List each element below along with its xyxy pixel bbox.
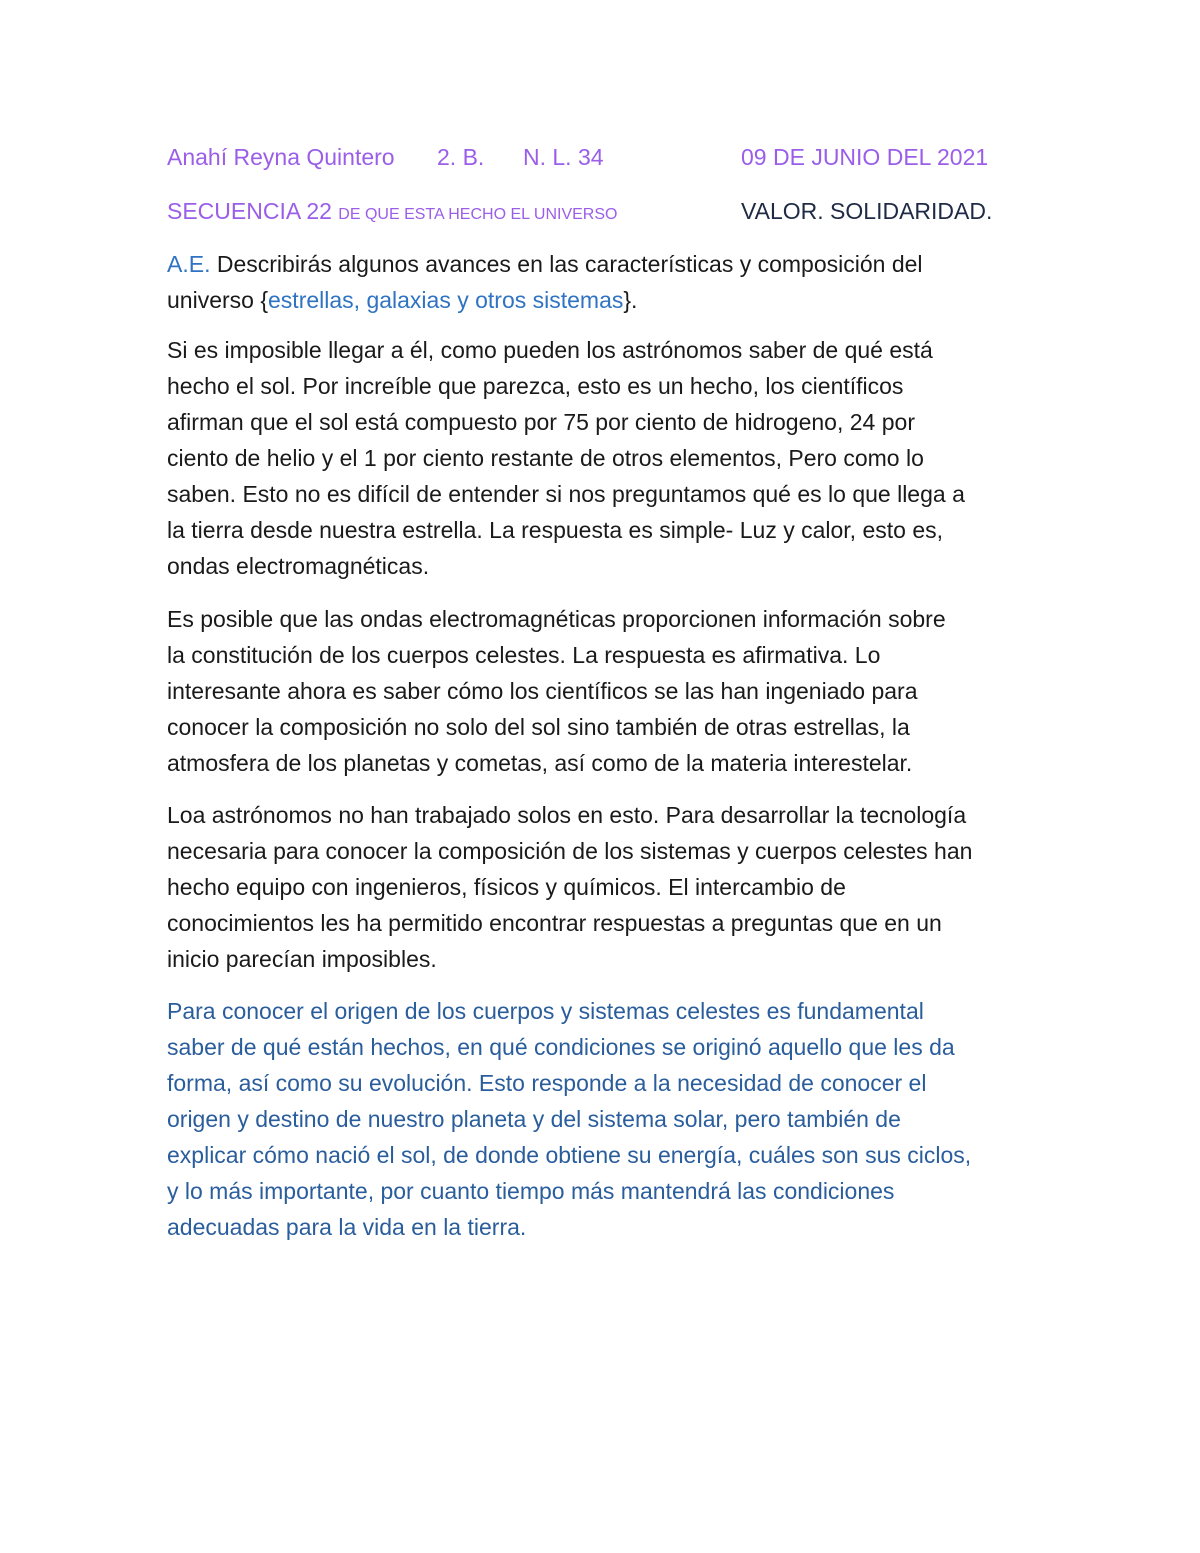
expected-learning <box>167 246 1047 318</box>
student-name: Anahí Reyna Quintero <box>167 144 395 170</box>
paragraph-line: conocimientos les ha permitido encontrar respuestas a preguntas que en un <box>167 910 942 936</box>
paragraph-line: explicar cómo nació el sol, de donde obtiene su energía, cuáles son sus ciclos, <box>167 1142 972 1168</box>
sequence-title: DE QUE ESTA HECHO EL UNIVERSO <box>338 206 618 223</box>
paragraph-2 <box>167 601 1047 781</box>
paragraph-4 <box>167 993 1047 1245</box>
paragraph-1 <box>167 332 1047 584</box>
paragraph-line: ondas electromagnéticas. <box>167 553 430 579</box>
paragraph-line: conocer la composición no solo del sol sino también de otras estrellas, la <box>167 714 910 740</box>
paragraph-line: adecuadas para la vida en la tierra. <box>167 1214 527 1240</box>
paragraph-line: hecho el sol. Por increíble que parezca, esto es un hecho, los científicos <box>167 373 904 399</box>
expected-learning-highlight: estrellas, galaxias y otros sistemas <box>268 287 624 313</box>
paragraph-line: atmosfera de los planetas y cometas, así como de la materia interestelar. <box>167 750 913 776</box>
expected-learning-line-1: A.E. Describirás algunos avances en las características y composición del <box>167 251 923 277</box>
sequence-heading <box>167 196 617 230</box>
list-number: N. L. 34 <box>523 144 604 170</box>
paragraph-line: inicio parecían imposibles. <box>167 946 437 972</box>
paragraph-line: Si es imposible llegar a él, como pueden los astrónomos saber de qué está <box>167 337 933 363</box>
expected-learning-line-2: universo {estrellas, galaxias y otros sistemas}. <box>167 287 638 313</box>
paragraph-3 <box>167 797 1047 977</box>
paragraph-line: necesaria para conocer la composición de los sistemas y cuerpos celestes han <box>167 838 973 864</box>
value-label: VALOR. SOLIDARIDAD. <box>741 198 993 224</box>
paragraph-line: afirman que el sol está compuesto por 75 por ciento de hidrogeno, 24 por <box>167 409 915 435</box>
paragraph-line: la tierra desde nuestra estrella. La respuesta es simple- Luz y calor, esto es, <box>167 517 944 543</box>
paragraph-line: saber de qué están hechos, en qué condiciones se originó aquello que les da <box>167 1034 955 1060</box>
paragraph-line: Loa astrónomos no han trabajado solos en esto. Para desarrollar la tecnología <box>167 802 967 828</box>
paragraph-line: interesante ahora es saber cómo los científicos se las han ingeniado para <box>167 678 918 704</box>
expected-learning-label: A.E. <box>167 251 211 277</box>
date: 09 DE JUNIO DEL 2021 <box>741 144 989 170</box>
paragraph-line: forma, así como su evolución. Esto responde a la necesidad de conocer el <box>167 1070 927 1096</box>
group: 2. B. <box>437 144 485 170</box>
paragraph-line: origen y destino de nuestro planeta y del sistema solar, pero también de <box>167 1106 901 1132</box>
paragraph-line: la constitución de los cuerpos celestes. La respuesta es afirmativa. Lo <box>167 642 881 668</box>
sequence-label: SECUENCIA 22 <box>167 198 332 224</box>
paragraph-line: saben. Esto no es difícil de entender si nos preguntamos qué es lo que llega a <box>167 481 965 507</box>
paragraph-line: ciento de helio y el 1 por ciento restante de otros elementos, Pero como lo <box>167 445 924 471</box>
paragraph-line: y lo más importante, por cuanto tiempo más mantendrá las condiciones <box>167 1178 895 1204</box>
paragraph-line: Para conocer el origen de los cuerpos y sistemas celestes es fundamental <box>167 998 924 1024</box>
paragraph-line: hecho equipo con ingenieros, físicos y químicos. El intercambio de <box>167 874 846 900</box>
paragraph-line: Es posible que las ondas electromagnéticas proporcionen información sobre <box>167 606 946 632</box>
